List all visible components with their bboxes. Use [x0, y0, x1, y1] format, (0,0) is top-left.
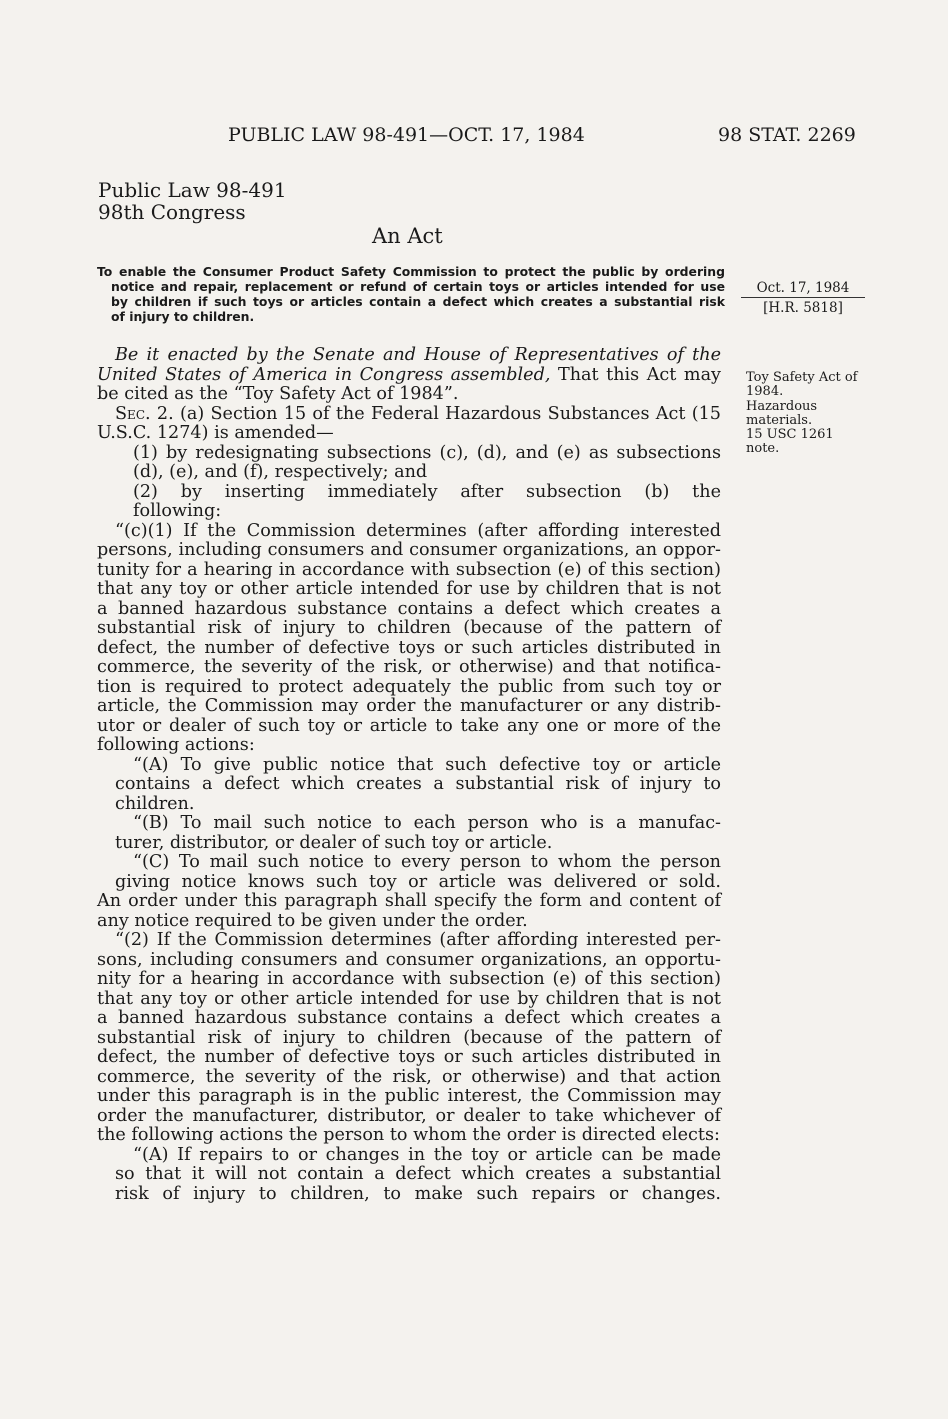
margin-note-subject	[746, 400, 817, 428]
margin-bill-number: [H.R. 5818]	[763, 300, 843, 316]
body-line: be cited as the “Toy Safety Act of 1984”.	[97, 384, 459, 404]
enacting-clause-line	[97, 366, 721, 386]
body-line: following:	[133, 501, 222, 521]
margin-note-short-title	[746, 371, 858, 399]
body-line: following actions:	[97, 735, 255, 755]
body-line: nity for a hearing in accordance with subsection (e) of this section)	[97, 969, 721, 989]
body-line: a banned hazardous substance contains a defect which creates a	[97, 1008, 721, 1028]
purpose-line: notice and repair, replacement or refund of certain toys or articles intended for use	[111, 279, 725, 294]
margin-date: Oct. 17, 1984	[756, 280, 850, 296]
body-line: turer, distributor, or dealer of such toy or article.	[115, 832, 553, 853]
body-line: U.S.C. 1274) is amended—	[97, 423, 334, 443]
purpose-line: of injury to children.	[111, 309, 255, 324]
section-text: 2. (a) Section 15 of the Federal Hazardous Substances Act (15	[150, 403, 721, 424]
stat-page-number: 98 STAT. 2269	[718, 124, 856, 146]
body-line: a banned hazardous substance contains a defect which creates a	[97, 598, 721, 619]
purpose-clause	[97, 264, 725, 324]
body-line: the following actions the person to whom the order is directed elects:	[97, 1125, 720, 1145]
body-line: giving notice knows such toy or article was delivered or sold.	[115, 871, 721, 892]
margin-note-line: Hazardous	[746, 399, 818, 414]
body-line: (d), (e), and (f), respectively; and	[133, 462, 428, 482]
body-line: “(A) If repairs to or changes in the toy or article can be made	[133, 1144, 721, 1165]
body-line: “(B) To mail such notice to each person who is a manufac-	[133, 813, 721, 833]
body-line: order the manufacturer, distributor, or dealer to take whichever of	[97, 1105, 721, 1126]
margin-note-line: 15 USC 1261	[746, 427, 834, 442]
body-line: that any toy or other article intended for use by children that is not	[97, 988, 721, 1009]
enacting-clause-italic: United States of America in Congress assembled,	[97, 364, 551, 385]
body-line: tion is required to protect adequately the public from such toy or	[97, 676, 721, 697]
body-line: article, the Commission may order the manufacturer or any distrib-	[97, 696, 721, 716]
margin-note-line: 1984.	[746, 384, 784, 399]
purpose-line: To enable the Consumer Product Safety Commission to protect the public by ordering	[97, 264, 725, 279]
section-label: Sec.	[115, 403, 151, 424]
body-line: persons, including consumers and consumer organizations, an oppor-	[97, 540, 721, 560]
body-line: “(A) To give public notice that such defective toy or article	[133, 754, 721, 775]
body-line: substantial risk of injury to children (because of the pattern of	[97, 1027, 721, 1048]
law-number: Public Law 98-491	[98, 178, 287, 202]
body-line: so that it will not contain a defect which creates a substantial	[115, 1164, 721, 1184]
body-line: “(c)(1) If the Commission determines (after affording interested	[115, 520, 721, 541]
body-line: “(C) To mail such notice to every person to whom the person	[133, 852, 721, 872]
section-heading-line	[97, 405, 721, 425]
statute-body	[97, 346, 721, 1204]
enacting-clause-text: That this Act may	[550, 364, 721, 385]
body-line: that any toy or other article intended for use by children that is not	[97, 579, 721, 599]
body-line: commerce, the severity of the risk, or otherwise) and that action	[97, 1066, 721, 1087]
congress-number: 98th Congress	[98, 200, 246, 224]
body-line: An order under this paragraph shall specify the form and content of	[97, 891, 721, 911]
margin-note-citation	[746, 428, 834, 456]
body-line: defect, the number of defective toys or such articles distributed in	[97, 637, 721, 658]
margin-note-line: materials.	[746, 413, 813, 428]
body-line: utor or dealer of such toy or article to take any one or more of the	[97, 715, 721, 736]
body-line: children.	[115, 793, 195, 814]
body-line: sons, including consumers and consumer organizations, an opportu-	[97, 949, 721, 970]
running-head: PUBLIC LAW 98-491—OCT. 17, 1984	[228, 124, 585, 146]
margin-note-line: Toy Safety Act of	[746, 370, 858, 385]
body-line: any notice required to be given under the order.	[97, 910, 528, 931]
body-line: “(2) If the Commission determines (after affording interested per-	[115, 930, 721, 950]
body-line: (1) by redesignating subsections (c), (d), and (e) as subsections	[133, 442, 721, 463]
body-line: defect, the number of defective toys or such articles distributed in	[97, 1047, 721, 1067]
body-line: risk of injury to children, to make such repairs or changes.	[115, 1183, 721, 1204]
margin-note-line: note.	[746, 441, 780, 456]
body-line: contains a defect which creates a substantial risk of injury to	[115, 774, 721, 794]
body-line: commerce, the severity of the risk, or otherwise) and that notifica-	[97, 657, 721, 677]
enacting-clause-line: Be it enacted by the Senate and House of Representatives of the	[115, 345, 721, 365]
body-line: substantial risk of injury to children (because of the pattern of	[97, 618, 721, 638]
act-title: An Act	[372, 224, 443, 248]
margin-divider	[741, 297, 865, 298]
body-line: (2) by inserting immediately after subsection (b) the	[133, 481, 721, 502]
body-line: under this paragraph is in the public interest, the Commission may	[97, 1086, 721, 1106]
body-line: tunity for a hearing in accordance with subsection (e) of this section)	[97, 559, 721, 580]
purpose-line: by children if such toys or articles contain a defect which creates a substantial risk	[111, 294, 725, 309]
